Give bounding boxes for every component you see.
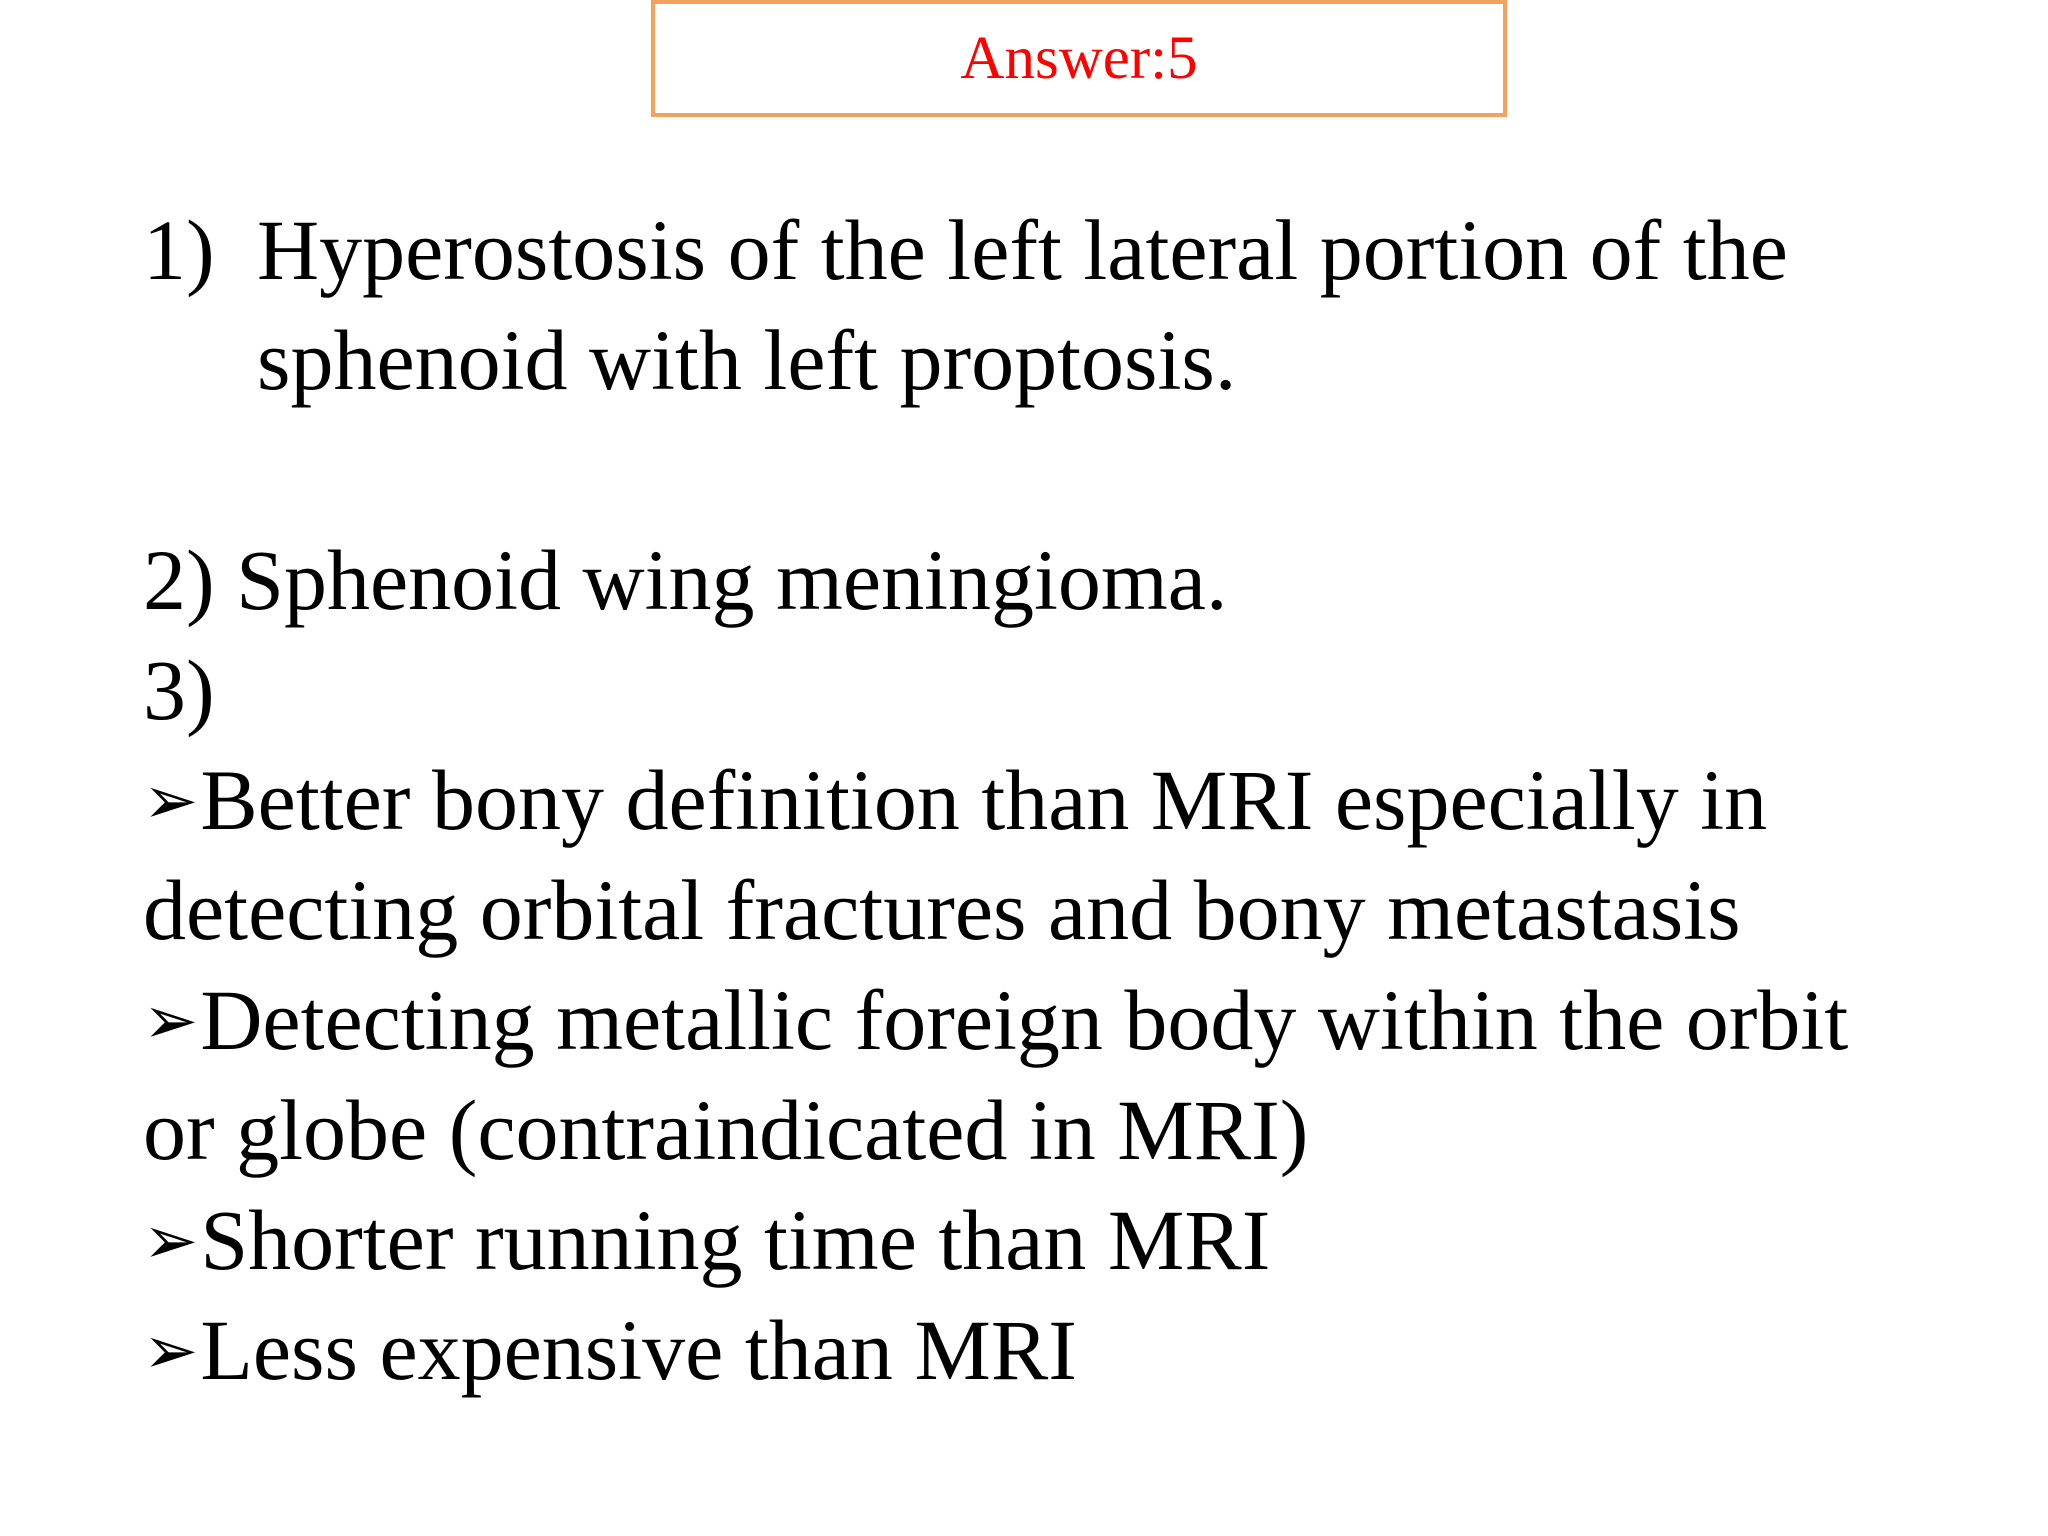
bullet-item-2: [143, 972, 1849, 1068]
arrow-bullet-icon: ➢: [143, 1205, 199, 1278]
bullet-2-line-1: Detecting metallic foreign body within the orbit: [200, 972, 1849, 1068]
answer-box: [651, 0, 1507, 117]
arrow-bullet-icon: ➢: [143, 765, 199, 838]
bullet-1-line-1: Better bony definition than MRI especially in: [200, 752, 1768, 848]
item-1-number: 1): [143, 202, 215, 298]
bullet-item-3: [143, 1192, 1271, 1288]
bullet-item-1: [143, 752, 1768, 848]
arrow-bullet-icon: ➢: [143, 1315, 199, 1388]
answer-label: Answer:5: [960, 25, 1198, 92]
bullet-3-line-1: Shorter running time than MRI: [200, 1192, 1271, 1288]
bullet-4-line-1: Less expensive than MRI: [200, 1302, 1077, 1398]
bullet-item-4: [143, 1302, 1077, 1398]
arrow-bullet-icon: ➢: [143, 985, 199, 1058]
bullet-2-line-2: or globe (contraindicated in MRI): [143, 1082, 1309, 1178]
bullet-1-line-2: detecting orbital fractures and bony metastasis: [143, 862, 1741, 958]
item-2: 2) Sphenoid wing meningioma.: [143, 532, 1228, 628]
item-3-number: 3): [143, 642, 215, 738]
item-1-line-1: Hyperostosis of the left lateral portion of the: [257, 202, 1788, 298]
item-1-line-2: sphenoid with left proptosis.: [257, 312, 1237, 408]
